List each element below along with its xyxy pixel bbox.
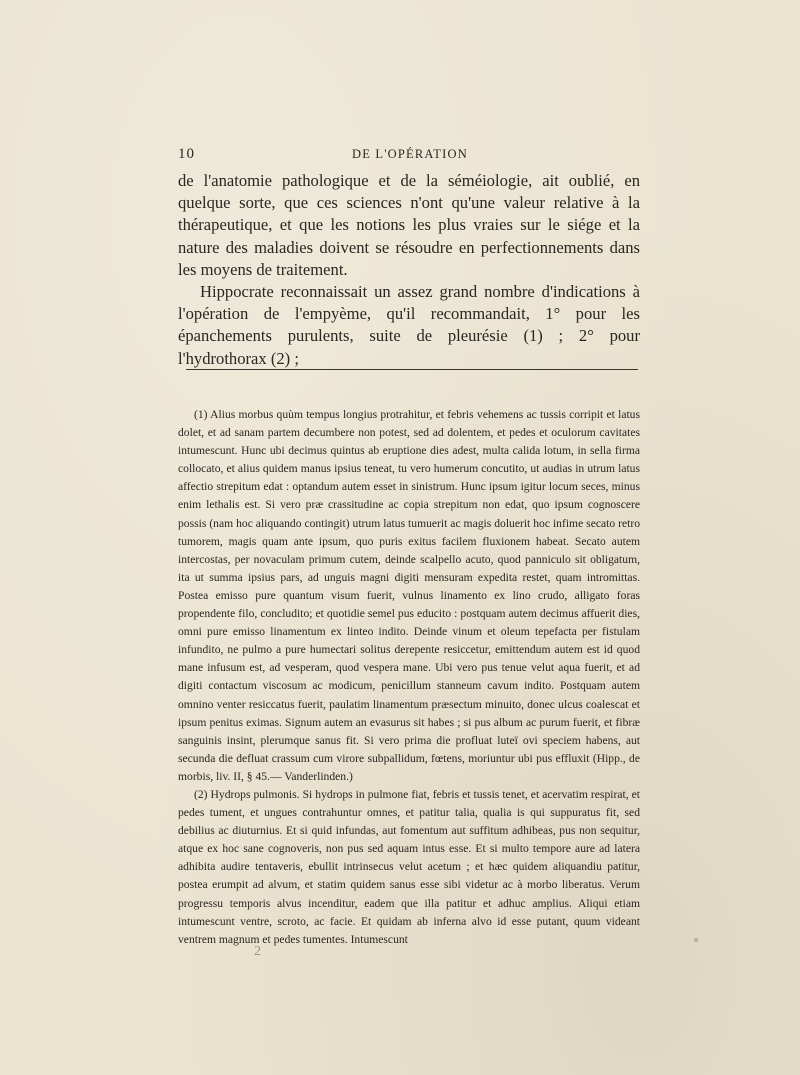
- running-title: DE L'OPÉRATION: [352, 147, 468, 161]
- body-paragraph-1: de l'anatomie pathologique et de la séméiologie, ait oublié, en quelque sorte, que ces sciences n'ont qu'une valeur relative à la thérapeutique, et que les notions les plus vraies sur le siége et la nature des maladies doivent se résoudre en perfectionnements dans les moyens de traitement.: [178, 171, 640, 279]
- footnote-1: (1) Alius morbus quùm tempus longius protrahitur, et febris vehemens ac tussis corripit et latus dolet, et ad sanam partem decumbere non potest, sed ad dolentem, et pedes et oculorum cavitates intumescunt. Hunc ubi decimus quintus ab eruptione dies adest, multa calida lotum, in sella firma collocato, et alius quidem manus ipsius teneat, tu vero humerum concutito, ut audias in utrum latus affectio strepitum edat : optandum autem esset in sinistrum. Hunc ipsum igitur locum seces, minus enim lethalis est. Si vero præ crassitudine ac copia strepitum non edat, quo ipsum cognoscere possis (nam hoc aliquando contingit) utrum latus tumuerit ac magis doluerit hoc infime secato retro tumorem, magis quam ante ipsum, quo puris exitus facilem fluxionem habeat. Secato autem intercostas, per novaculam primum cutem, deinde scalpello acuto, quod panniculo sit obligatum, ita ut summa ipsius pars, ad unguis magni digiti mensuram expedita restet, quam intromittas. Postea emisso pure quantum visum fuerit, vulnus linamento ex lino crudo, alligato foras propendente filo, concludito; et quotidie semel pus educito : postquam autem decimus affuerit dies, omni pure emisso linamentum ex linteo indito. Deinde vinum et oleum tepefacta per fistulam infundito, ne pulmo a pure humectari solitus derepente resiccetur, emittendum autem est id quod mane infusum est, ad vesperam, quod vespera mane. Ubi vero pus tenue velut aqua fuerit, et ad digiti contactum viscosum ac modicum, penicillum stanneum cavum indito. Postquam autem omnino venter resiccatus fuerit, paulatim linamentum præsectum minuito, donec ulcus coalescat et ipsum penitus eximas. Signum autem an evasurus sit habes ; si pus album ac purum fuerit, et fibræ sanguinis insint, plerumque sanus fit. Si vero prima die profluat luteï ovi speciem habens, aut secunda die defluat crassum cum virore subpallidum, fœtens, moriuntur ubi pus effluxit (Hipp., de morbis, liv. II, § 45.— Vanderlinden.): [178, 408, 640, 783]
- main-text: [178, 170, 640, 370]
- paper-smudge: [694, 938, 698, 942]
- signature-mark: 2: [254, 944, 261, 959]
- page-number: 10: [178, 146, 195, 162]
- footnote-separator-rule: [186, 369, 638, 370]
- footnotes: [178, 406, 640, 949]
- footnote-2: (2) Hydrops pulmonis. Si hydrops in pulmone fiat, febris et tussis tenet, et acervatim respirat, et pedes tument, et ungues contrahuntur omnes, et patitur talia, qualia is qui suppuratus fit, sed debilius ac diuturnius. Et si quid infundas, aut fomentum aut suffitum adhibeas, pus non sequitur, atque ex hoc sane cognoveris, non pus sed aquam intus esse. Et si multo tempore aure ad latera adhibita audire tentaveris, ebullit intrinsecus velut acetum ; et hæc quidem aliquandiu patitur, postea erumpit ad alvum, et statim quidem sanus esse sibi videtur ac à morbo liberatus. Verum progressu temporis alvus incenditur, eadem que illa patitur et adhuc amplius. Aliqui etiam intumescunt ventre, scroto, ac facie. Et quidam ab inferna alvo id esse putant, quum videant ventrem magnum et pedes tumentes. Intumescunt: [178, 787, 640, 946]
- body-paragraph-2: Hippocrate reconnaissait un assez grand nombre d'indications à l'opération de l'empyème, qu'il recommandait, 1° pour les épanchements purulents, suite de pleurésie (1) ; 2° pour l'hydrothorax (2) ;: [178, 282, 640, 368]
- running-head: [178, 146, 640, 166]
